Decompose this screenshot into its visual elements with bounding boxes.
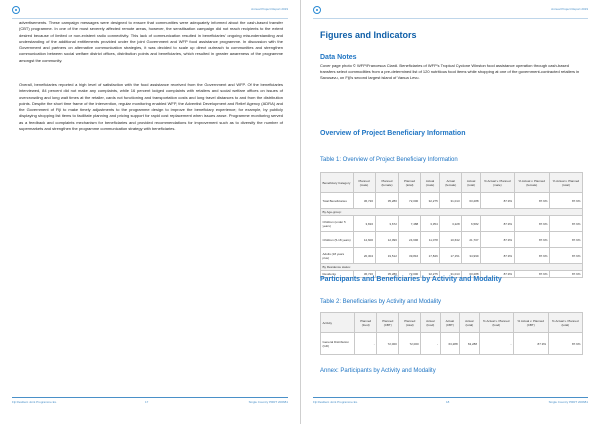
header-divider [313,18,588,19]
header-label: Annual Project Report 2019 [251,7,288,11]
table-header-cell: Planned (male) [353,173,375,193]
footer-right: Single Country PRRT 200681 [248,400,288,404]
table-cell: 63,288 [460,333,479,355]
table1-caption: Table 1: Overview of Project Beneficiary Information [320,157,458,163]
table-cell: 63,288 [462,193,481,209]
table-cell: 36,720 [353,271,375,278]
table-cell: 87.9% [548,333,582,355]
table-group-row [321,209,583,216]
footer-divider [313,397,588,398]
wfp-logo-icon [12,6,20,14]
table-cell: 87.9% [550,193,583,209]
table-header-cell: % Actual v. Planned (total) [550,173,583,193]
table-header-row [321,173,583,193]
header-divider [12,18,288,19]
body-paragraph-1: advertisements. These campaign messages were designed to ensure that communities were adequately informed about the cash-based transfer (CBT) programme. In one of the most severely affected remote areas, however, the sensitisation campaign did not reach recipients to the extent desired because of limited or non-existent radio connectivity. This lack of communication resulted in beneficiaries' ongoing misunderstanding and understanding of the additional entitlements provided under the joint Government and WFP food assistance programme. In discussion with the Government and partners on alternative communication strategies, it was decided to scale up direct outreach to communities and strengthen communication between social welfare district offices, distribution points and beneficiaries, which resulted in greater awareness of the programme amongst the community. [19,20,283,63]
table-header-cell: Planned (CBT) [377,313,399,333]
table-cell: 12,096 [375,232,399,248]
table-header-cell: Planned (total) [399,313,421,333]
page-title: Figures and Indicators [320,30,417,40]
table-cell: 72,000 [399,193,420,209]
table-row [321,333,583,355]
page-number: 17 [145,400,149,404]
table-header-cell: Planned (female) [375,173,399,193]
table-cell: 21,707 [462,232,481,248]
table-cell: - [479,333,513,355]
table-cell: 87.9% [550,271,583,278]
table-header-cell: Actual (total) [460,313,479,333]
table-cell: 24,696 [399,232,420,248]
table-cell: 63,288 [462,271,481,278]
section2-heading: Participants and Beneficiaries by Activity and Modality [320,276,502,283]
page-number: 18 [446,400,450,404]
table-cell: - [421,333,440,355]
table-cell: 3,354 [420,216,440,232]
table-cell: Adults (18 years plus) [321,248,354,264]
age-group-label: By Age-group: [321,209,583,216]
table-cell: 31,013 [440,271,462,278]
table-cell: 20,304 [353,248,375,264]
table-cell: 36,720 [353,193,375,209]
annex-heading: Annex: Participants by Activity and Modality [320,368,436,374]
table-cell: 12,600 [353,232,375,248]
table-header-cell: % Actual v. Planned (food) [479,313,513,333]
table-header-cell: Planned (total) [399,173,420,193]
beneficiary-overview-table [320,172,583,278]
table-cell: 31,013 [440,193,462,209]
table-cell: 87.9% [550,232,583,248]
table-cell: 63,288 [440,333,460,355]
section1-heading: Overview of Project Beneficiary Information [320,130,466,137]
table-cell: 87.9% [481,271,515,278]
footer-divider [12,397,288,398]
table2-caption: Table 2: Beneficiaries by Activity and Modality [320,299,442,305]
table-cell: 3,672 [375,216,399,232]
header-label: Annual Project Report 2019 [551,7,588,11]
table-header-cell: Actual (food) [421,313,440,333]
data-notes-heading: Data Notes [320,54,357,61]
table-header-cell: Activity [321,313,355,333]
table-header-cell: % Actual v. Planned (CBT) [513,313,548,333]
table-cell: 72,000 [377,333,399,355]
table-cell: 72,000 [399,271,420,278]
table-cell: 87.9% [550,216,583,232]
table-row [321,216,583,232]
table-cell: 17,151 [440,248,462,264]
table-cell: 34,999 [462,248,481,264]
footer-right: Single Country PRRT 200681 [548,400,588,404]
table-cell: 32,275 [420,271,440,278]
table-cell: 6,582 [462,216,481,232]
table-cell: - [355,333,377,355]
table-cell: 19,512 [375,248,399,264]
table-row [321,232,583,248]
table-cell: 7,488 [399,216,420,232]
table-cell: 87.9% [514,232,549,248]
table-cell: Residents [321,271,354,278]
residence-status-label: By Residence status: [321,264,583,271]
table-header-cell: Actual (total) [462,173,481,193]
table-row [321,248,583,264]
table-cell: 87.9% [514,216,549,232]
table-cell: 87.9% [481,193,515,209]
footer-left: Fiji Resilient Joint Programme Ex. [313,400,359,404]
table-header-cell: % Actual v. Planned (male) [481,173,515,193]
table-cell: Children (5-18 years) [321,232,354,248]
table-cell: 87.9% [514,248,549,264]
table-cell: 87.9% [514,193,549,209]
activity-modality-table [320,312,583,355]
table-cell: 10,632 [440,232,462,248]
table-cell: 35,280 [375,193,399,209]
table-cell: 87.9% [550,248,583,264]
footer-left: Fiji Resilient Joint Programme Ex. [12,400,58,404]
table-header-cell: Actual (female) [440,173,462,193]
table-cell: 87.9% [481,216,515,232]
table-row [321,193,583,209]
table-header-cell: % Actual v. Planned (female) [514,173,549,193]
table-cell: 3,816 [353,216,375,232]
table-header-cell: % Actual v. Planned (total) [548,313,582,333]
body-paragraph-2: Overall, beneficiaries reported a high level of satisfaction with the food assistance received from the Government and WFP. Of the beneficiaries interviewed, 84 percent did not make any complaints, while 16 percent lodged complaints with retailers and social welfare offices on issues of overcrowding and long wait times at the retailer, cards not functioning and transportation costs and long travel distances to and from the distribution points. Despite the short time frame of the intervention, regular monitoring enabled WFP, the Adventist Development and Relief Agency (ADRA) and the Government of Fiji to make timely adjustments to the programme design to improve the beneficiary experience; for example, by publicly displaying shopping list items to facilitate planning and pricing support for rapid cost replacement when issues arose. Programme monitoring served as a feedback and complaints mechanism for beneficiaries and provided recommendations for improvement such as to diversify the number of supermarkets and strengthen the programme communication strategy with beneficiaries. [19,82,283,131]
table-header-cell: Beneficiary Category [321,173,354,193]
table-cell: 11,078 [420,232,440,248]
table-cell: 35,280 [375,271,399,278]
table-header-cell: Actual (male) [420,173,440,193]
table-cell: 87.9% [514,271,549,278]
table-cell: 32,275 [420,193,440,209]
table-cell: 87.9% [513,333,548,355]
table-cell: 87.9% [481,232,515,248]
table-cell: 72,000 [399,333,421,355]
table-group-row [321,264,583,271]
table-cell: 39,816 [399,248,420,264]
table-cell: General Distribution (GD) [321,333,355,355]
table-cell: 3,228 [440,216,462,232]
table-cell: Children (under 5 years) [321,216,354,232]
table-header-row [321,313,583,333]
data-notes-text: Cover page photo © WFP/Francesca Ciardi. Beneficiaries of WFP's Tropical Cyclone Winston food assistance operation through cash-based transfers select commodities from a pre-determined list of 120 nutritious food items while shopping at one of the government-contracted retailers in Savusavu, on Fiji's second largest island of Vanua Levu. [320,63,580,81]
table-cell: Total Beneficiaries [321,193,354,209]
right-page [300,0,600,424]
table-cell: 17,846 [420,248,440,264]
table-header-cell: Actual (CBT) [440,313,460,333]
wfp-logo-icon [313,6,321,14]
table-header-cell: Planned (food) [355,313,377,333]
table-cell: 87.9% [481,248,515,264]
